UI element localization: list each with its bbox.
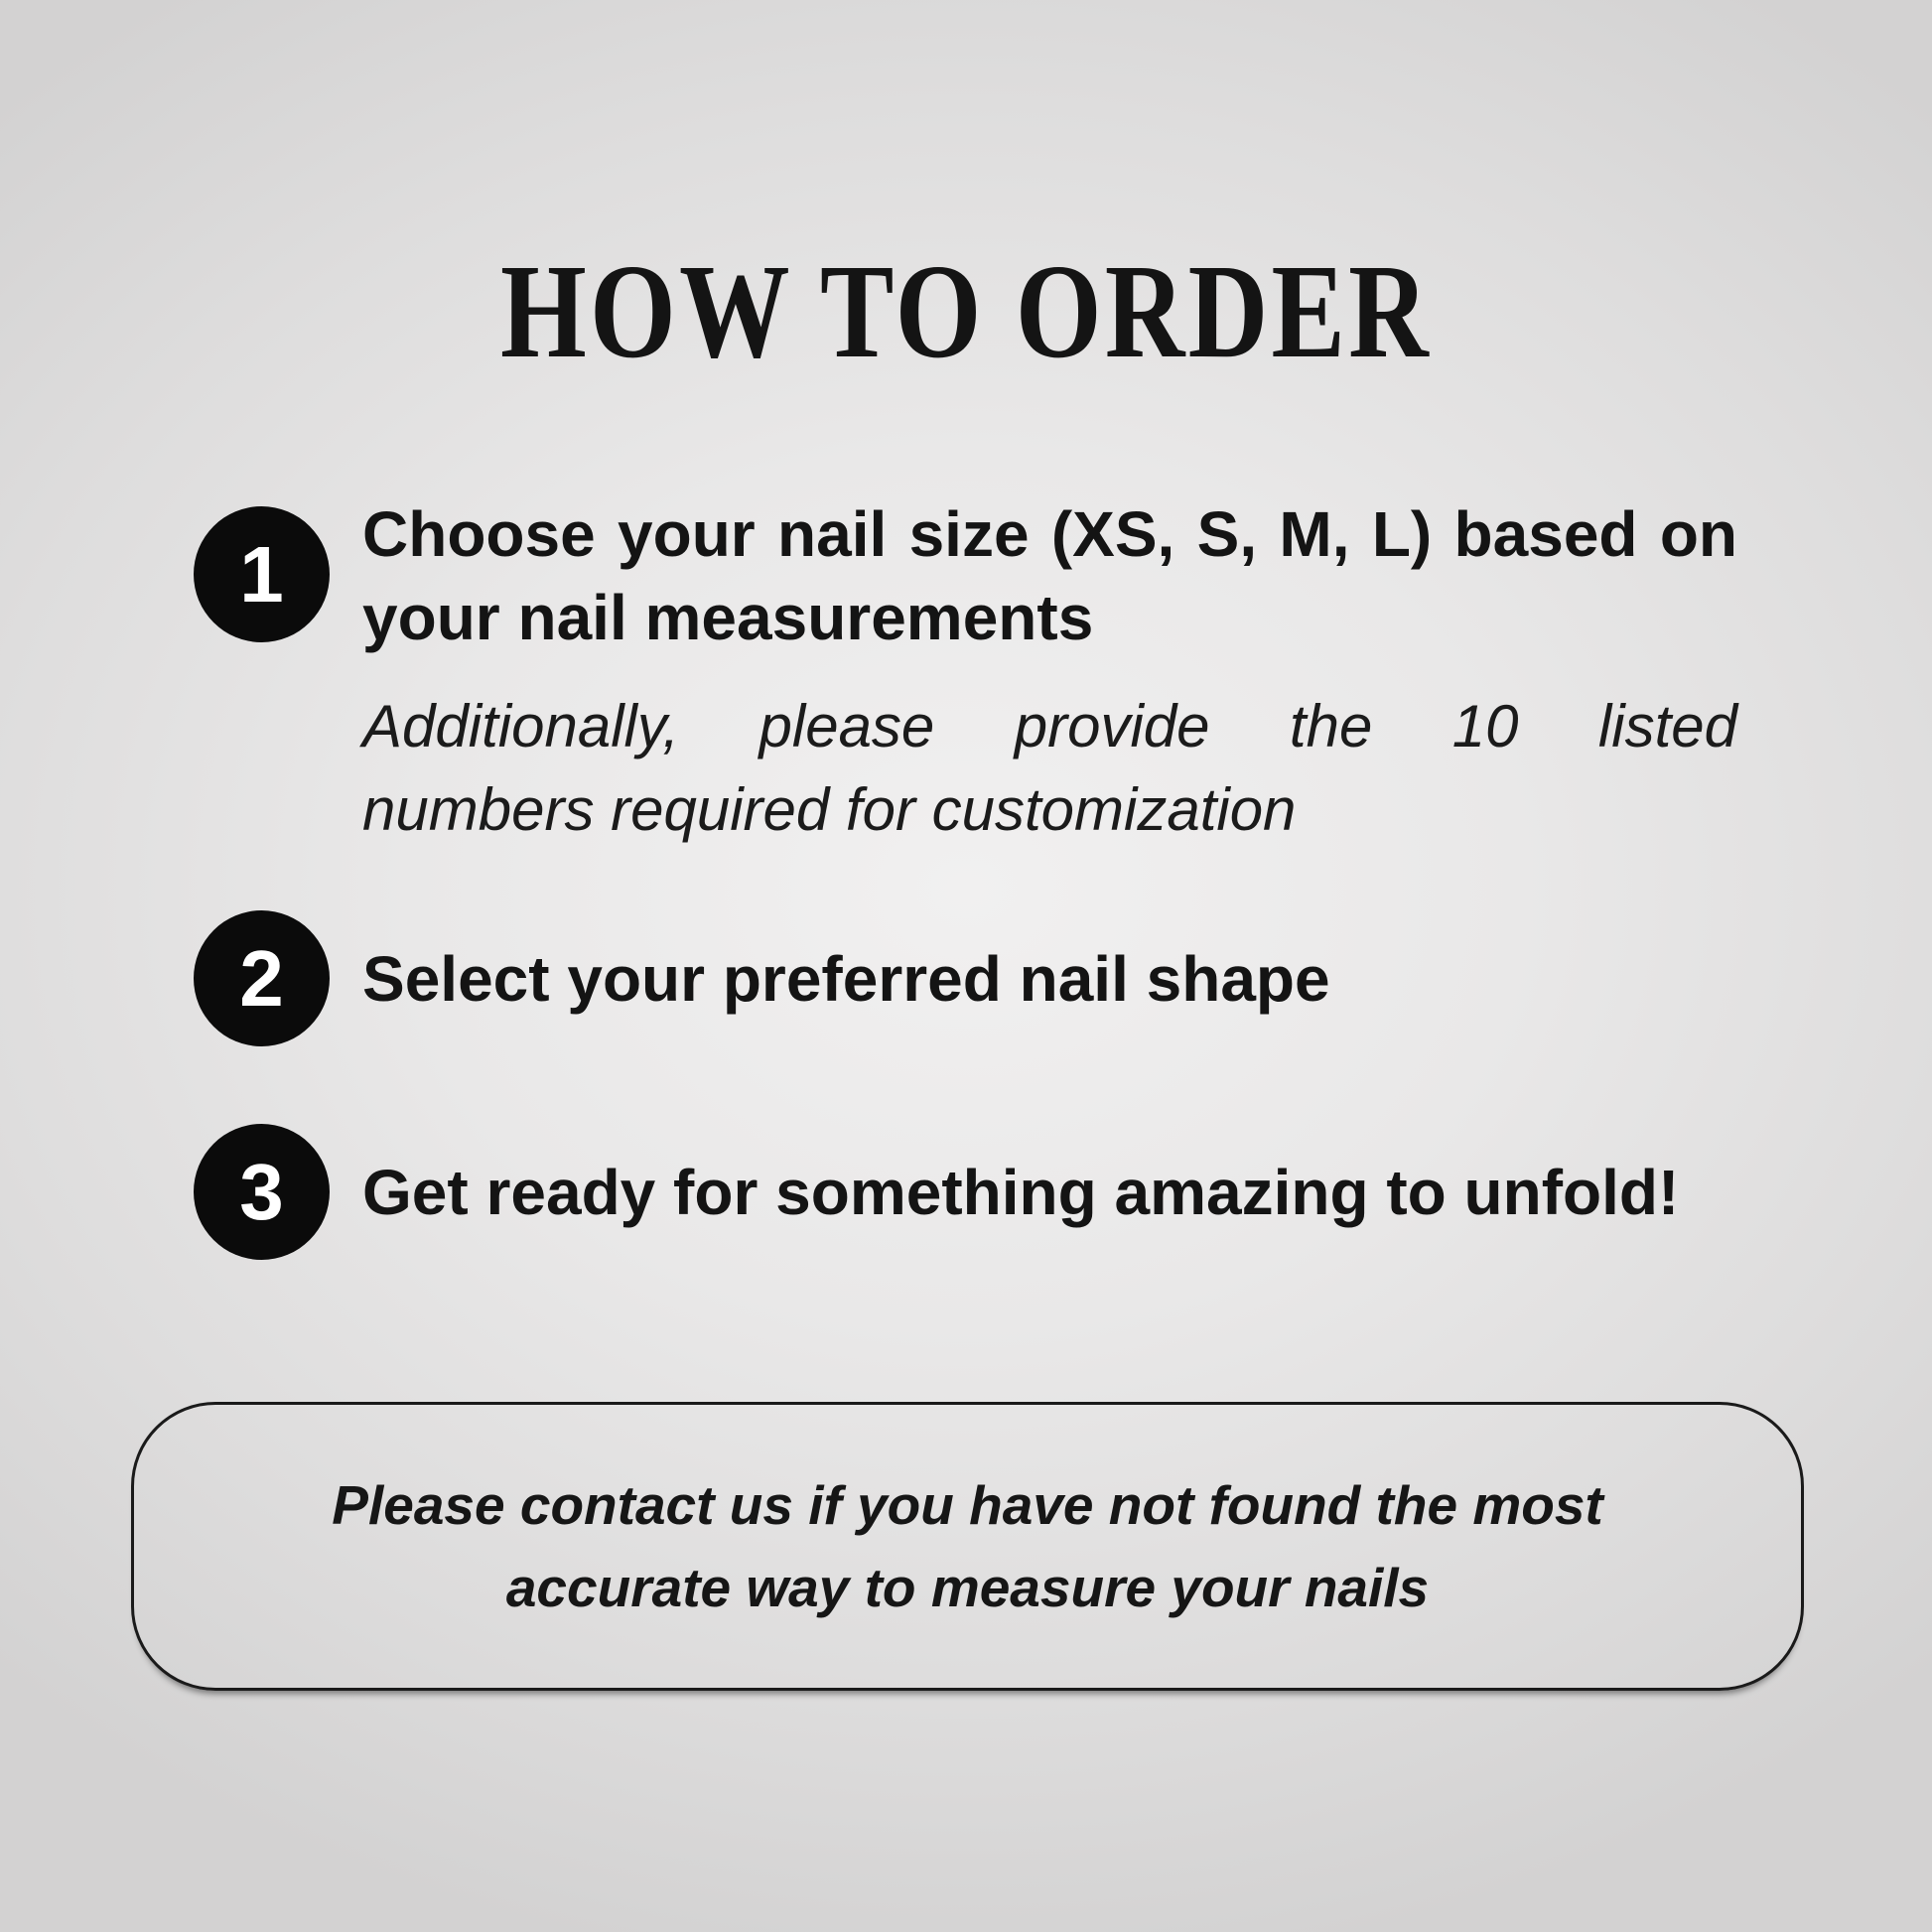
step-1-row (194, 492, 1742, 659)
step-3-text: Get ready for something amazing to unfold! (362, 1156, 1680, 1228)
step-1-text-line-2: your nail measurements (362, 582, 1094, 653)
contact-note-box (131, 1402, 1804, 1691)
step-3-number-badge (194, 1124, 330, 1260)
step-3-row (194, 1124, 1742, 1260)
step-1-number: 1 (239, 529, 284, 619)
step-2-number: 2 (239, 933, 284, 1023)
step-1-note-line-2: numbers required for customization (362, 776, 1297, 843)
step-1-note (362, 685, 1737, 852)
step-3-number: 3 (239, 1147, 284, 1236)
step-2-number-badge (194, 910, 330, 1046)
step-2-row (194, 910, 1742, 1046)
step-1-number-badge (194, 506, 330, 642)
step-1-text (362, 492, 1737, 659)
step-2-text: Select your preferred nail shape (362, 942, 1330, 1015)
step-1-note-line-1: Additionally, please provide the 10 listed (362, 693, 1737, 759)
contact-note-line-2: accurate way to measure your nails (505, 1556, 1430, 1618)
contact-note-line-1: Please contact us if you have not found the most (332, 1473, 1603, 1536)
page-title: HOW TO ORDER (500, 237, 1432, 386)
step-1-text-line-1: Choose your nail size (XS, S, M, L) based on (362, 498, 1737, 570)
